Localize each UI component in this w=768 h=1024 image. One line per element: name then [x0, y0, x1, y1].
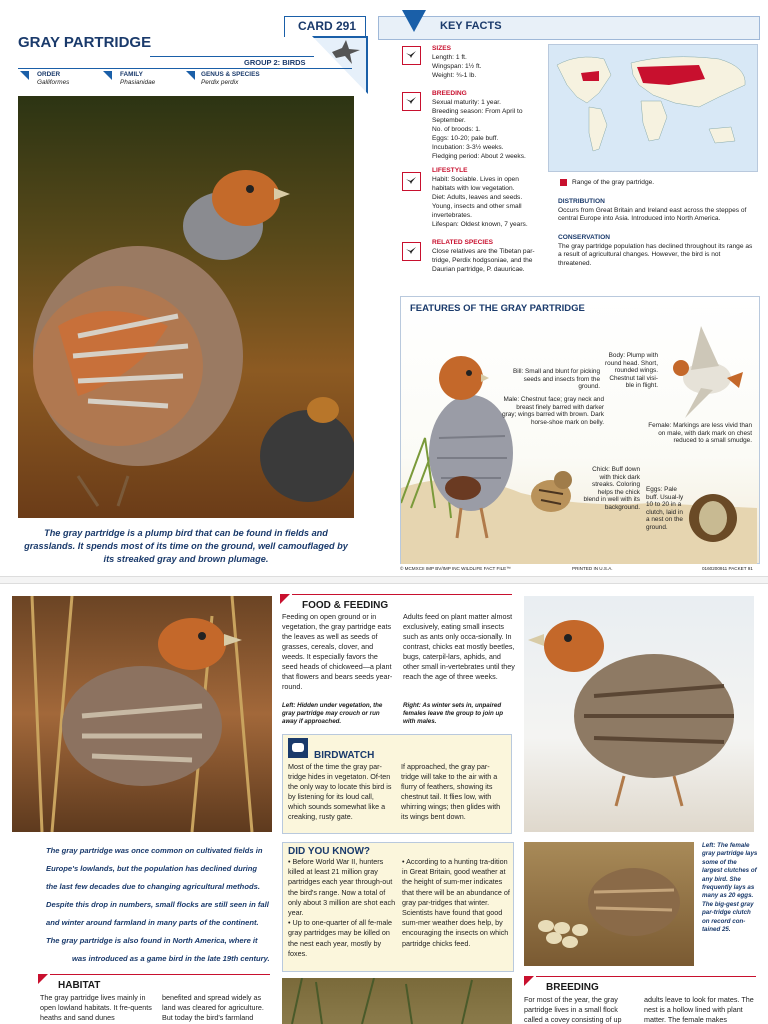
card-fold-divider [0, 576, 768, 584]
food-feeding-heading: FOOD & FEEDING [302, 600, 389, 611]
related-line-2: tridge, Perdix hodgsoniae, and the [432, 257, 533, 264]
lifestyle-title: LIFESTYLE [432, 167, 468, 174]
order-marker-icon [20, 71, 29, 80]
nest-caption: Left: The female gray partridge lays some of the largest clutches of any bird. She frequently lays as many as 20 eggs. The big-gest gray par-tridge clutch on record con-tained 25. [702, 842, 758, 934]
sizes-line-2: Wingspan: 1½ ft. [432, 63, 482, 70]
related-line-3: Daurian partridge, P. dauuricae. [432, 266, 525, 273]
related-species-bird-icon [402, 242, 421, 261]
conservation-text: The gray partridge population has declined throughout its range as a result of agricultural changes. However, the bird is not threatened. [558, 243, 753, 267]
did-you-know-col1: • Before World War II, hunters killed at least 21 million gray partridges each year through-out the bird's range. Now a total of only about 3 million are shot each year. • Up to one-quarter of all fe-male gray partridges may be killed on the nest each year, mostly by foxes. [288, 857, 396, 958]
habitat-rule [50, 974, 270, 975]
world-map [549, 45, 757, 171]
page-title: GRAY PARTRIDGE [18, 34, 152, 51]
food-feeding-rule [292, 594, 512, 595]
mid-caption-line-5: and winter around farmland in many parts of the continent. [46, 918, 259, 927]
feature-body: Body: Plump with round head. Short, rounded wings. Chestnut tail visi-ble in flight. [605, 352, 658, 390]
food-feeding-col1: Feeding on open ground or in vegetation, the gray partridge eats the leaves as well as seeds of grasses, cereals, clover, and weeds. It especially favors the seed heads of chickweed—a plant that flowers and bears seeds year-round. [282, 612, 393, 691]
binoculars-icon-glyph [292, 743, 304, 752]
related-title: RELATED SPECIES [432, 239, 494, 246]
breeding-col2: adults leave to look for mates. The nest is a hollow lined with plant matter. The female makes [644, 995, 754, 1024]
key-facts-heading: KEY FACTS [440, 20, 502, 32]
sizes-title: SIZES [432, 45, 452, 52]
lifestyle-line-2: habitats with low vegetation. [432, 185, 515, 192]
distribution-title: DISTRIBUTION [558, 198, 605, 205]
group-label: GROUP 2: BIRDS [244, 58, 306, 67]
breeding-line-3: September. [432, 117, 466, 124]
habitat-grass-photo [282, 978, 512, 1024]
habitat-marker-icon [38, 974, 48, 984]
partridge-vegetation-photo [12, 596, 272, 832]
main-photo-caption: The gray partridge is a plump bird that can be found in fields and grasslands. It spends most of its time on the ground, well camouflaged by its streaked gray and brown plumage. [24, 528, 348, 564]
features-heading: FEATURES OF THE GRAY PARTRIDGE [410, 303, 585, 314]
sizes-line-1: Length: 1 ft. [432, 54, 467, 61]
range-map-box [548, 44, 758, 172]
lifestyle-line-4: Young, insects and other small [432, 203, 522, 210]
birdwatch-col1: Most of the time the gray par-tridge hides in vegetaton. Of-ten the only way to locate this bird is by listening for its loud call, which sounds somewhat like a creaking, rusty gate. [288, 762, 392, 821]
lifestyle-line-3: Diet: Adults, leaves and seeds. [432, 194, 523, 201]
habitat-col1: The gray partridge lives mainly in open lowland habitats. It fre-quents heaths and sand dunes [40, 993, 152, 1022]
breeding-marker-icon [524, 976, 534, 986]
breeding-line-2: Breeding season: From April to [432, 108, 523, 115]
mid-caption-line-1: The gray partridge was once common on cultivated fields in [46, 846, 263, 855]
nest-eggs-photo [524, 842, 694, 966]
breeding-line-6: Incubation: 3-3½ weeks. [432, 144, 504, 151]
group-bar [150, 56, 314, 57]
food-feeding-marker-icon [280, 594, 290, 604]
breeding-heading: BREEDING [546, 982, 599, 993]
breeding-line-7: Fledging period: About 2 weeks. [432, 153, 526, 160]
key-facts-banner [378, 16, 760, 40]
right-photo-caption: Right: As winter sets in, unpaired females leave the group to join up with males. [403, 702, 504, 726]
lifestyle-bird-icon [402, 172, 421, 191]
sizes-line-3: Weight: ¾-1 lb. [432, 72, 477, 79]
related-line-1: Close relatives are the Tibetan par- [432, 248, 535, 255]
habitat-col2: benefited and spread widely as land was cleared for agriculture. But today the bird's farmland [162, 993, 264, 1022]
distribution-text: Occurs from Great Britain and Ireland east across the steppes of central Europe into Asia. Introduced into North America. [558, 207, 747, 223]
card-number: CARD 291 [298, 19, 357, 33]
key-facts-marker-icon [402, 10, 426, 32]
mid-caption-line-7: was introduced as a game bird in the late 19th century. [72, 954, 270, 963]
footer-printed: PRINTED IN U.S.A. [572, 566, 613, 571]
breeding-title: BREEDING [432, 90, 467, 97]
order-value: Galliformes [37, 79, 70, 86]
did-you-know-heading: DID YOU KNOW? [288, 846, 371, 857]
taxonomy-rule [18, 68, 352, 69]
birdwatch-heading: BIRDWATCH [314, 750, 375, 761]
left-photo-caption: Left: Hidden under vegetation, the gray partridge may crouch or run away if approached. [282, 702, 383, 726]
mid-caption-line-6: The gray partridge is also found in North America, where it [46, 936, 258, 945]
partridge-snow-photo [524, 596, 754, 832]
breeding-line-5: Eggs: 10-20; pale buff. [432, 135, 499, 142]
family-marker-icon [103, 71, 112, 80]
main-partridge-photo [18, 96, 354, 518]
birdwatch-col2: If approached, the gray par-tridge will take to the air with a flurry of feathers, showing its chestnut tail. It flies low, with whirring wings; then glides with its wings bent down. [401, 762, 501, 821]
breeding-bird-icon [402, 92, 421, 111]
feature-eggs: Eggs: Pale buff. Usual-ly 10 to 20 in a clutch, laid in a nest on the ground. [646, 486, 684, 531]
map-legend-label: Range of the gray partridge. [572, 179, 655, 186]
lifestyle-line-5: invertebrates. [432, 212, 472, 219]
family-label: FAMILY [120, 71, 143, 78]
feature-male: Male: Chestnut face; gray neck and breast finely barred with darker gray; wings barred with brown. Dark horse-shoe mark on belly. [502, 396, 604, 426]
family-value: Phasianidae [120, 79, 156, 86]
genus-value: Perdix perdix [201, 79, 239, 86]
feature-bill: Bill: Small and blunt for picking seeds and insects from the ground. [512, 368, 600, 391]
genus-marker-icon [186, 71, 195, 80]
sizes-bird-icon [402, 46, 421, 65]
conservation-title: CONSERVATION [558, 234, 611, 241]
mid-caption-line-2: Europe's lowlands, but the population has declined during [46, 864, 258, 873]
did-you-know-col2: • According to a hunting tra-dition in Great Britain, good weather at the height of sum-mer indicates that there will be an abundance of gray par-tridges that winter. Scientists have found that good sum-mer weather does help, by encouraging the insects on which partridge chicks feed. [402, 857, 510, 948]
map-legend-swatch [560, 179, 567, 186]
breeding-line-1: Sexual maturity: 1 year. [432, 99, 501, 106]
mid-caption-line-4: Despite this drop in numbers, small flocks are still seen in fall [46, 900, 269, 909]
genus-label: GENUS & SPECIES [201, 71, 260, 78]
flying-bird-icon [330, 38, 362, 66]
habitat-heading: HABITAT [58, 980, 101, 991]
breeding-col1: For most of the year, the gray partridge lives in a small flock called a covey consisting of up [524, 995, 622, 1024]
lifestyle-line-1: Habit: Sociable. Lives in open [432, 176, 519, 183]
breeding-line-4: No. of broods: 1. [432, 126, 481, 133]
breeding-rule [536, 976, 756, 977]
footer-copyright: © MCMXCII IMP BV/IMP INC WILDLIFE FACT FILE™ [400, 566, 511, 571]
feature-chick: Chick: Buff down with thick dark streaks. Coloring helps the chick blend in well with its background. [583, 466, 640, 511]
order-label: ORDER [37, 71, 61, 78]
lifestyle-line-6: Lifespan: Oldest known, 7 years. [432, 221, 528, 228]
food-feeding-col2: Adults feed on plant matter almost exclusively, eating small insects such as ants only occa-sionally. In contrast, chicks eat mostly beetles, bugs, caterpil-lars, aphids, and other small in-vertebrates until they reach the age of three weeks. [403, 612, 515, 681]
feature-female: Female: Markings are less vivid than on male, with dark mark on chest reduced to a small smudge. [648, 422, 752, 445]
footer-packet: 0160200911 PACKET 91 [702, 566, 753, 571]
mid-caption-line-3: the last few decades due to changing agricultural methods. [46, 882, 260, 891]
